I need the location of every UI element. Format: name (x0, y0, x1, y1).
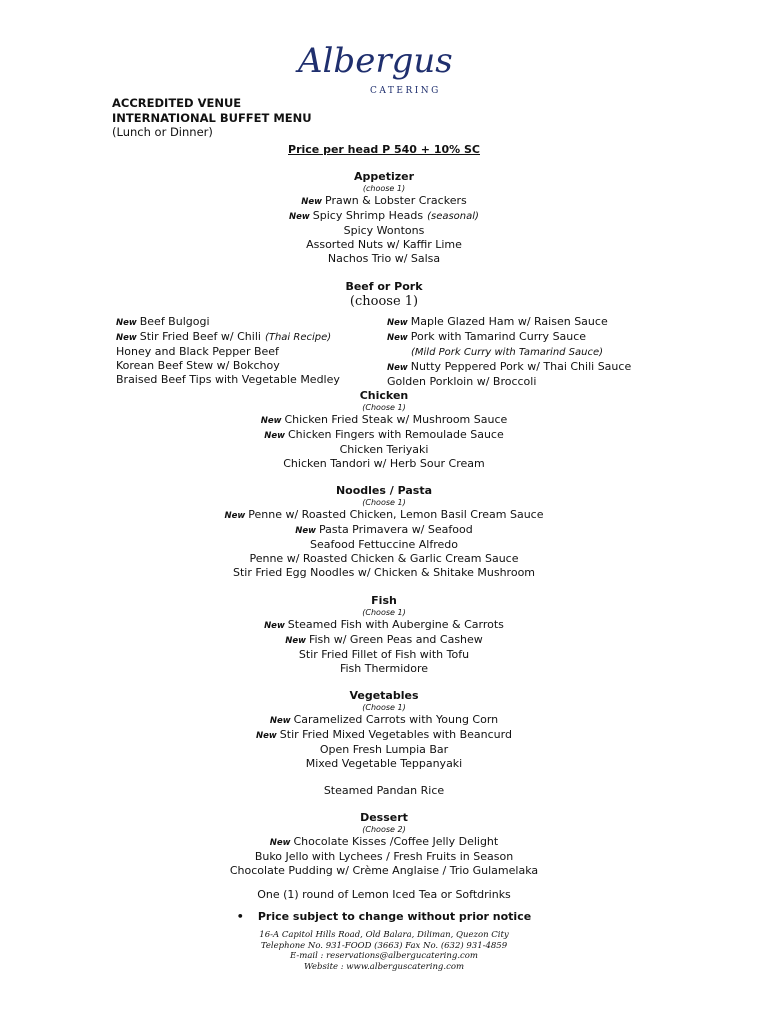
menu-item (0, 194, 768, 209)
fish-list (0, 618, 768, 676)
fish-choose: (Choose 1) (362, 608, 406, 617)
section-fish (0, 594, 768, 676)
menu-item (0, 743, 768, 757)
menu-item (387, 315, 631, 330)
new-tag: New (116, 318, 137, 328)
menu-item-name: Chocolate Pudding w/ Crème Anglaise / Trio Gulamelaka (229, 864, 539, 877)
footer-website: Website : www.alberguscatering.com (303, 961, 465, 972)
menu-item (116, 345, 340, 359)
menu-item (387, 345, 631, 360)
menu-item-name: Stir Fried Egg Noodles w/ Chicken & Shitake Mushroom (232, 566, 536, 579)
header-meal: (Lunch or Dinner) (112, 125, 213, 139)
menu-item (0, 209, 768, 224)
menu-item (0, 413, 768, 428)
menu-item-name: Pork with Tamarind Curry Sauce (410, 330, 587, 343)
vegetables-title: Vegetables (349, 689, 419, 702)
menu-item-name: Seafood Fettuccine Alfredo (310, 538, 458, 551)
menu-item (116, 373, 340, 387)
menu-item (116, 359, 340, 373)
menu-item (0, 443, 768, 457)
menu-item (0, 252, 768, 266)
menu-item-name: Steamed Fish with Aubergine & Carrots (287, 618, 504, 631)
menu-item (0, 428, 768, 443)
new-tag: New (387, 363, 408, 373)
albergus-logo (298, 41, 478, 100)
new-tag: New (269, 838, 291, 848)
dessert-list (0, 835, 768, 878)
menu-item-name: Open Fresh Lumpia Bar (319, 743, 449, 756)
new-tag: New (301, 197, 322, 207)
menu-item-name: Pasta Primavera w/ Seafood (319, 523, 473, 536)
menu-item (0, 757, 768, 771)
menu-item (116, 330, 340, 345)
new-tag: New (256, 731, 277, 741)
menu-item-name: Beef Bulgogi (139, 315, 210, 328)
noodles-list (0, 508, 768, 580)
beef-list (116, 315, 340, 387)
menu-item (0, 728, 768, 743)
new-tag: New (264, 621, 285, 631)
menu-item (0, 648, 768, 662)
menu-item-name: Spicy Shrimp Heads (312, 209, 424, 222)
new-tag: New (269, 716, 291, 726)
section-dessert (0, 811, 768, 878)
beef-pork-title: Beef or Pork (345, 280, 423, 293)
menu-item (0, 850, 768, 864)
noodles-choose: (Choose 1) (362, 498, 406, 507)
section-drinks (0, 888, 768, 902)
menu-item-name: Korean Beef Stew w/ Bokchoy (116, 359, 280, 372)
menu-item-name: Fish w/ Green Peas and Cashew (308, 633, 483, 646)
logo-script: Albergus (298, 41, 453, 81)
menu-item-name: Chicken Fingers with Remoulade Sauce (287, 428, 504, 441)
menu-item-name: Chocolate Kisses /Coffee Jelly Delight (293, 835, 499, 848)
vegetables-list (0, 713, 768, 771)
dessert-choose: (Choose 2) (362, 825, 406, 834)
menu-item-name: Golden Porkloin w/ Broccoli (387, 375, 537, 388)
beef-pork-choose: (choose 1) (349, 294, 419, 309)
rice-item: Steamed Pandan Rice (323, 784, 445, 797)
menu-item (0, 508, 768, 523)
menu-item-name: Mixed Vegetable Teppanyaki (305, 757, 463, 770)
menu-item-name: Nutty Peppered Pork w/ Thai Chili Sauce (410, 360, 632, 373)
footer-phone: Telephone No. 931-FOOD (3663) Fax No. (632) 931-4859 (260, 940, 508, 951)
menu-item (0, 618, 768, 633)
logo-subtitle: CATERING (370, 86, 441, 96)
menu-item-name: Honey and Black Pepper Beef (116, 345, 279, 358)
fish-title: Fish (371, 594, 397, 607)
menu-item (387, 375, 631, 389)
menu-item (0, 457, 768, 471)
section-beef-pork (0, 280, 768, 310)
noodles-title: Noodles / Pasta (335, 484, 433, 497)
menu-item-name: Caramelized Carrots with Young Corn (293, 713, 499, 726)
menu-item-note: (seasonal) (427, 211, 479, 222)
section-noodles (0, 484, 768, 580)
contact-footer (0, 930, 768, 972)
header-venue: ACCREDITED VENUE (112, 96, 242, 110)
new-tag: New (260, 416, 282, 426)
chicken-list (0, 413, 768, 471)
menu-item-name: Stir Fried Fillet of Fish with Tofu (298, 648, 470, 661)
notice-text: Price subject to change without prior notice (257, 910, 532, 923)
price-per-head: Price per head P 540 + 10% SC (288, 143, 480, 156)
menu-item (0, 864, 768, 878)
bullet-icon: • (236, 910, 244, 923)
appetizer-list (0, 194, 768, 266)
footer-email: E-mail : reservations@albergucatering.com (290, 951, 478, 961)
menu-item-name: Fish Thermidore (339, 662, 429, 675)
new-tag: New (295, 526, 317, 536)
menu-item (0, 835, 768, 850)
menu-item (116, 315, 340, 330)
menu-item-name: Chicken Tandori w/ Herb Sour Cream (283, 457, 485, 470)
menu-header (112, 96, 312, 140)
footer-address: 16-A Capitol Hills Road, Old Balara, Diliman, Quezon City (259, 930, 509, 940)
section-vegetables (0, 689, 768, 771)
menu-item-name: Buko Jello with Lychees / Fresh Fruits in Season (254, 850, 514, 863)
new-tag: New (387, 318, 408, 328)
menu-item (387, 330, 631, 345)
section-rice (0, 784, 768, 798)
menu-item (0, 566, 768, 580)
new-tag: New (116, 333, 137, 343)
menu-item-name: Stir Fried Mixed Vegetables with Beancurd (279, 728, 512, 741)
appetizer-choose: (choose 1) (362, 184, 406, 193)
menu-item (0, 523, 768, 538)
new-tag: New (289, 212, 310, 222)
menu-item (0, 538, 768, 552)
dessert-title: Dessert (360, 811, 408, 824)
menu-item (0, 713, 768, 728)
menu-item (0, 633, 768, 648)
chicken-title: Chicken (359, 389, 409, 402)
menu-item-name: Nachos Trio w/ Salsa (327, 252, 441, 265)
menu-item-name: Prawn & Lobster Crackers (325, 194, 467, 207)
menu-item-name: Braised Beef Tips with Vegetable Medley (116, 373, 340, 386)
menu-item-note: (Thai Recipe) (264, 332, 332, 343)
menu-item-name: Chicken Teriyaki (339, 443, 429, 456)
menu-item (0, 662, 768, 676)
menu-item (0, 238, 768, 252)
menu-item-note: (Mild Pork Curry with Tamarind Sauce) (411, 347, 604, 358)
pork-list (387, 315, 631, 389)
menu-item (387, 360, 631, 375)
price-notice (0, 910, 768, 923)
menu-item-name: Stir Fried Beef w/ Chili (139, 330, 261, 343)
menu-item-name: Chicken Fried Steak w/ Mushroom Sauce (284, 413, 508, 426)
new-tag: New (224, 511, 246, 521)
section-appetizer (0, 170, 768, 266)
appetizer-title: Appetizer (353, 170, 415, 183)
new-tag: New (387, 333, 408, 343)
menu-item (0, 552, 768, 566)
menu-item-name: Assorted Nuts w/ Kaffir Lime (306, 238, 462, 251)
header-menu-title: INTERNATIONAL BUFFET MENU (112, 110, 312, 125)
menu-item-name: Penne w/ Roasted Chicken, Lemon Basil Cream Sauce (248, 508, 544, 521)
vegetables-choose: (Choose 1) (362, 703, 406, 712)
menu-item (0, 224, 768, 238)
new-tag: New (264, 431, 285, 441)
menu-item-name: Penne w/ Roasted Chicken & Garlic Cream Sauce (249, 552, 519, 565)
section-chicken (0, 389, 768, 471)
menu-item-name: Maple Glazed Ham w/ Raisen Sauce (410, 315, 608, 328)
drinks-item: One (1) round of Lemon Iced Tea or Softdrinks (257, 888, 511, 901)
new-tag: New (285, 636, 306, 646)
menu-item-name: Spicy Wontons (343, 224, 425, 237)
chicken-choose: (Choose 1) (362, 403, 406, 412)
